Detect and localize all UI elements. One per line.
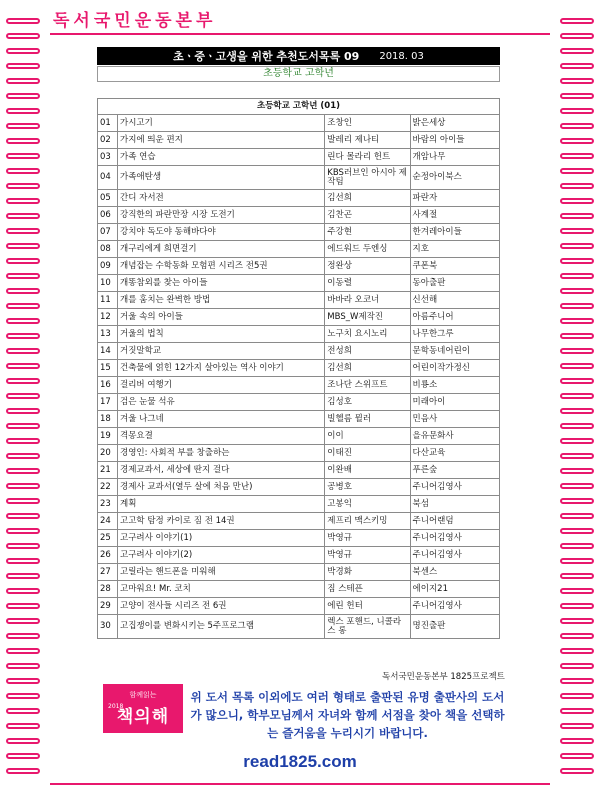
book-publisher: 주니어김영사 — [410, 479, 499, 496]
book-author: 박영규 — [325, 530, 410, 547]
table-row — [98, 207, 500, 224]
book-title: 거울의 법칙 — [117, 326, 324, 343]
book-title: 격몽요결 — [117, 428, 324, 445]
list-header-bar — [97, 47, 500, 65]
border-stripe — [6, 603, 40, 609]
project-label: 독서국민운동본부 1825프로젝트 — [382, 672, 505, 682]
border-stripe — [6, 708, 40, 714]
book-publisher: 주니어김영사 — [410, 547, 499, 564]
border-stripe — [560, 723, 594, 729]
border-stripe — [560, 183, 594, 189]
border-stripe — [560, 438, 594, 444]
book-publisher: 개암나무 — [410, 149, 499, 166]
border-stripe — [6, 123, 40, 129]
border-stripe — [6, 303, 40, 309]
book-author: 짐 스테픈 — [325, 581, 410, 598]
border-stripe — [560, 588, 594, 594]
border-stripe — [560, 513, 594, 519]
row-number: 18 — [98, 411, 118, 428]
row-number: 07 — [98, 224, 118, 241]
book-author: 김선희 — [325, 360, 410, 377]
border-stripe — [560, 168, 594, 174]
table-row — [98, 258, 500, 275]
row-number: 29 — [98, 598, 118, 615]
book-publisher: 아름주니어 — [410, 309, 499, 326]
border-stripe — [560, 423, 594, 429]
book-author: MBS_W제작진 — [325, 309, 410, 326]
brand-title: 독서국민운동본부 — [53, 11, 217, 31]
notice-text: 위 도서 목록 이외에도 여러 형태로 출판된 유명 출판사의 도서가 많으니, 학부모님께서 자녀와 함께 서점을 찾아 책을 선택하는 즐거움을 누리시기 바랍니다. — [190, 690, 505, 740]
grade-subtitle: 초등학교 고학년 — [97, 66, 500, 82]
table-row — [98, 547, 500, 564]
top-divider — [50, 33, 550, 35]
border-stripe — [560, 693, 594, 699]
book-year-logo — [103, 684, 183, 733]
border-stripe — [6, 318, 40, 324]
book-publisher: 주니어김영사 — [410, 530, 499, 547]
book-publisher: 미래아이 — [410, 394, 499, 411]
border-stripe — [560, 528, 594, 534]
book-title: 고양이 전사들 시리즈 전 6권 — [117, 598, 324, 615]
border-stripe — [560, 48, 594, 54]
border-stripe — [6, 498, 40, 504]
book-publisher: 어린이작가정신 — [410, 360, 499, 377]
book-title: 개똥참외를 찾는 아이들 — [117, 275, 324, 292]
border-stripe — [560, 348, 594, 354]
border-stripe — [6, 243, 40, 249]
border-stripe — [560, 453, 594, 459]
book-title: 가족애탄생 — [117, 166, 324, 190]
book-author: 주강현 — [325, 224, 410, 241]
border-stripe — [560, 243, 594, 249]
book-title: 거짓말학교 — [117, 343, 324, 360]
border-stripe — [560, 633, 594, 639]
row-number: 15 — [98, 360, 118, 377]
border-stripe — [6, 258, 40, 264]
book-title: 걸리버 여행기 — [117, 377, 324, 394]
border-stripe — [560, 318, 594, 324]
border-stripe — [560, 648, 594, 654]
book-title: 고고학 탐정 카이로 짐 전 14권 — [117, 513, 324, 530]
book-title: 건축물에 얽힌 12가지 살아있는 역사 이야기 — [117, 360, 324, 377]
book-author: KBS러브인 아시아 제작팀 — [325, 166, 410, 190]
border-stripe — [6, 558, 40, 564]
book-publisher: 주니어김영사 — [410, 598, 499, 615]
table-row — [98, 292, 500, 309]
table-row — [98, 241, 500, 258]
border-stripe — [560, 363, 594, 369]
row-number: 25 — [98, 530, 118, 547]
book-publisher: 동아출판 — [410, 275, 499, 292]
book-author: 공병호 — [325, 479, 410, 496]
book-title: 거울 속의 아이들 — [117, 309, 324, 326]
book-title: 개념잡는 수학동화 모험편 시리즈 전5권 — [117, 258, 324, 275]
border-stripe — [560, 138, 594, 144]
row-number: 24 — [98, 513, 118, 530]
border-stripe — [6, 93, 40, 99]
table-row — [98, 326, 500, 343]
border-stripe — [560, 483, 594, 489]
book-title: 겨울 나그네 — [117, 411, 324, 428]
border-stripe — [6, 213, 40, 219]
book-author: 김성호 — [325, 394, 410, 411]
border-stripe — [560, 678, 594, 684]
table-row — [98, 411, 500, 428]
book-author: 박경화 — [325, 564, 410, 581]
book-author: 빌헬름 뮐러 — [325, 411, 410, 428]
border-stripe — [560, 468, 594, 474]
table-row — [98, 428, 500, 445]
border-stripe — [6, 78, 40, 84]
border-stripe — [560, 123, 594, 129]
table-row — [98, 615, 500, 639]
book-author: 조나단 스위프트 — [325, 377, 410, 394]
border-stripe — [6, 198, 40, 204]
book-publisher: 파란자 — [410, 190, 499, 207]
table-row — [98, 394, 500, 411]
table-row — [98, 132, 500, 149]
border-stripe — [560, 303, 594, 309]
border-stripe — [560, 228, 594, 234]
website-link[interactable]: read1825.com — [243, 752, 357, 771]
border-stripe — [6, 18, 40, 24]
book-title: 개를 훔치는 완벽한 방법 — [117, 292, 324, 309]
book-title: 경제사 교과서(열두 살에 처음 만난) — [117, 479, 324, 496]
border-stripe — [560, 258, 594, 264]
border-stripe — [6, 408, 40, 414]
row-number: 09 — [98, 258, 118, 275]
row-number: 04 — [98, 166, 118, 190]
book-title: 고구려사 이야기(2) — [117, 547, 324, 564]
book-author: 노구치 요시노리 — [325, 326, 410, 343]
table-row — [98, 581, 500, 598]
border-stripe — [6, 618, 40, 624]
border-stripe — [560, 543, 594, 549]
row-number: 01 — [98, 115, 118, 132]
book-title: 경영인: 사회적 부를 창출하는 — [117, 445, 324, 462]
border-stripe — [6, 228, 40, 234]
border-stripe — [6, 663, 40, 669]
book-title: 고구려사 이야기(1) — [117, 530, 324, 547]
border-stripe — [560, 93, 594, 99]
book-author: 김찬곤 — [325, 207, 410, 224]
book-author: 이동렬 — [325, 275, 410, 292]
border-stripe — [560, 708, 594, 714]
book-author: 전성희 — [325, 343, 410, 360]
border-stripe — [6, 738, 40, 744]
border-stripe — [6, 363, 40, 369]
book-publisher: 사계절 — [410, 207, 499, 224]
border-stripe — [6, 168, 40, 174]
border-stripe — [6, 573, 40, 579]
list-date: 2018. 03 — [379, 50, 424, 62]
border-stripe — [6, 438, 40, 444]
book-author: 에드워드 두엔싱 — [325, 241, 410, 258]
book-publisher: 나무한그루 — [410, 326, 499, 343]
table-caption: 초등학교 고학년 (01) — [98, 99, 500, 115]
book-publisher: 밝은세상 — [410, 115, 499, 132]
border-stripe — [560, 333, 594, 339]
bottom-divider — [50, 783, 550, 785]
book-author: 이이 — [325, 428, 410, 445]
border-stripe — [6, 528, 40, 534]
logo-year: 2018 — [108, 703, 124, 710]
table-row — [98, 115, 500, 132]
row-number: 28 — [98, 581, 118, 598]
row-number: 06 — [98, 207, 118, 224]
book-publisher: 북섬 — [410, 496, 499, 513]
border-stripe — [6, 633, 40, 639]
border-stripe — [560, 108, 594, 114]
row-number: 23 — [98, 496, 118, 513]
border-stripe — [6, 378, 40, 384]
row-number: 12 — [98, 309, 118, 326]
border-stripe — [560, 213, 594, 219]
border-stripe — [560, 498, 594, 504]
table-row — [98, 598, 500, 615]
border-stripe — [6, 138, 40, 144]
table-row — [98, 224, 500, 241]
border-stripe — [6, 48, 40, 54]
table-row — [98, 479, 500, 496]
book-publisher: 지호 — [410, 241, 499, 258]
border-stripe — [560, 618, 594, 624]
book-author: 정완상 — [325, 258, 410, 275]
border-stripe — [6, 693, 40, 699]
right-decorative-border — [550, 0, 600, 791]
row-number: 05 — [98, 190, 118, 207]
border-stripe — [560, 63, 594, 69]
border-stripe — [560, 18, 594, 24]
book-author: 렉스 포핸드, 니콜라스 롱 — [325, 615, 410, 639]
logo-title: 책의해 — [116, 707, 170, 727]
row-number: 02 — [98, 132, 118, 149]
row-number: 08 — [98, 241, 118, 258]
table-row — [98, 309, 500, 326]
border-stripe — [560, 738, 594, 744]
book-publisher: 순정아이북스 — [410, 166, 499, 190]
border-stripe — [6, 513, 40, 519]
table-caption-row — [98, 99, 500, 115]
border-stripe — [560, 198, 594, 204]
border-stripe — [6, 588, 40, 594]
book-title: 강직한의 파란만장 시장 도전기 — [117, 207, 324, 224]
book-publisher: 다산교육 — [410, 445, 499, 462]
row-number: 20 — [98, 445, 118, 462]
row-number: 10 — [98, 275, 118, 292]
border-stripe — [6, 483, 40, 489]
book-publisher: 민음사 — [410, 411, 499, 428]
row-number: 13 — [98, 326, 118, 343]
table-row — [98, 360, 500, 377]
border-stripe — [560, 33, 594, 39]
border-stripe — [6, 393, 40, 399]
row-number: 11 — [98, 292, 118, 309]
book-publisher: 주니어랜덤 — [410, 513, 499, 530]
book-list-table — [97, 98, 500, 639]
book-publisher: 바람의 아이들 — [410, 132, 499, 149]
row-number: 03 — [98, 149, 118, 166]
book-author: 이태진 — [325, 445, 410, 462]
table-row — [98, 275, 500, 292]
book-title: 가지에 띄운 편지 — [117, 132, 324, 149]
row-number: 19 — [98, 428, 118, 445]
book-publisher: 비룡소 — [410, 377, 499, 394]
book-publisher: 문학동네어린이 — [410, 343, 499, 360]
border-stripe — [560, 573, 594, 579]
border-stripe — [6, 108, 40, 114]
book-publisher: 명진출판 — [410, 615, 499, 639]
book-title: 가시고기 — [117, 115, 324, 132]
border-stripe — [6, 423, 40, 429]
book-title: 검은 눈물 석유 — [117, 394, 324, 411]
book-title: 가족 연습 — [117, 149, 324, 166]
border-stripe — [6, 288, 40, 294]
row-number: 27 — [98, 564, 118, 581]
table-row — [98, 190, 500, 207]
table-row — [98, 530, 500, 547]
border-stripe — [560, 408, 594, 414]
border-stripe — [6, 333, 40, 339]
border-stripe — [6, 723, 40, 729]
border-stripe — [6, 348, 40, 354]
border-stripe — [560, 288, 594, 294]
book-publisher: 을유문화사 — [410, 428, 499, 445]
book-author: 제프리 맥스키밍 — [325, 513, 410, 530]
border-stripe — [560, 663, 594, 669]
border-stripe — [560, 153, 594, 159]
table-row — [98, 166, 500, 190]
border-stripe — [6, 63, 40, 69]
table-row — [98, 343, 500, 360]
border-stripe — [6, 153, 40, 159]
book-title: 개구리에게 희면걸기 — [117, 241, 324, 258]
book-publisher: 에이지21 — [410, 581, 499, 598]
book-author: 린다 몰라리 헌트 — [325, 149, 410, 166]
book-author: 에린 헌터 — [325, 598, 410, 615]
border-stripe — [560, 393, 594, 399]
border-stripe — [560, 273, 594, 279]
book-author: 이완배 — [325, 462, 410, 479]
border-stripe — [560, 78, 594, 84]
row-number: 17 — [98, 394, 118, 411]
row-number: 26 — [98, 547, 118, 564]
book-title: 고릴라는 핸드폰을 미워해 — [117, 564, 324, 581]
book-author: 고봉익 — [325, 496, 410, 513]
book-publisher: 한겨레아이들 — [410, 224, 499, 241]
book-title: 계획 — [117, 496, 324, 513]
logo-subtitle: 함께읽는 — [129, 691, 157, 699]
border-stripe — [6, 678, 40, 684]
border-stripe — [560, 603, 594, 609]
left-decorative-border — [0, 0, 50, 791]
row-number: 14 — [98, 343, 118, 360]
book-author: 김선희 — [325, 190, 410, 207]
table-row — [98, 377, 500, 394]
border-stripe — [6, 468, 40, 474]
book-author: 박영규 — [325, 547, 410, 564]
row-number: 16 — [98, 377, 118, 394]
border-stripe — [6, 273, 40, 279]
row-number: 21 — [98, 462, 118, 479]
book-title: 간디 자서전 — [117, 190, 324, 207]
border-stripe — [6, 183, 40, 189]
book-author: 발레리 제나티 — [325, 132, 410, 149]
table-row — [98, 564, 500, 581]
row-number: 22 — [98, 479, 118, 496]
border-stripe — [6, 543, 40, 549]
book-author: 조창인 — [325, 115, 410, 132]
book-publisher: 신선해 — [410, 292, 499, 309]
row-number: 30 — [98, 615, 118, 639]
table-row — [98, 513, 500, 530]
border-stripe — [6, 453, 40, 459]
table-row — [98, 445, 500, 462]
book-publisher: 북센스 — [410, 564, 499, 581]
border-stripe — [6, 33, 40, 39]
border-stripe — [6, 648, 40, 654]
book-publisher: 푸른숲 — [410, 462, 499, 479]
border-stripe — [560, 378, 594, 384]
list-title: 초ㆍ중ㆍ고생을 위한 추천도서목록 09 — [173, 50, 360, 63]
table-row — [98, 496, 500, 513]
book-title: 고집쟁이를 변화시키는 5주프로그램 — [117, 615, 324, 639]
table-row — [98, 149, 500, 166]
book-title: 경제교과서, 세상에 딴지 걸다 — [117, 462, 324, 479]
table-row — [98, 462, 500, 479]
book-title: 강치야 독도야 동해바다야 — [117, 224, 324, 241]
book-publisher: 쿠폰북 — [410, 258, 499, 275]
border-stripe — [560, 558, 594, 564]
book-author: 바바라 오코너 — [325, 292, 410, 309]
book-title: 고마워요! Mr. 코치 — [117, 581, 324, 598]
